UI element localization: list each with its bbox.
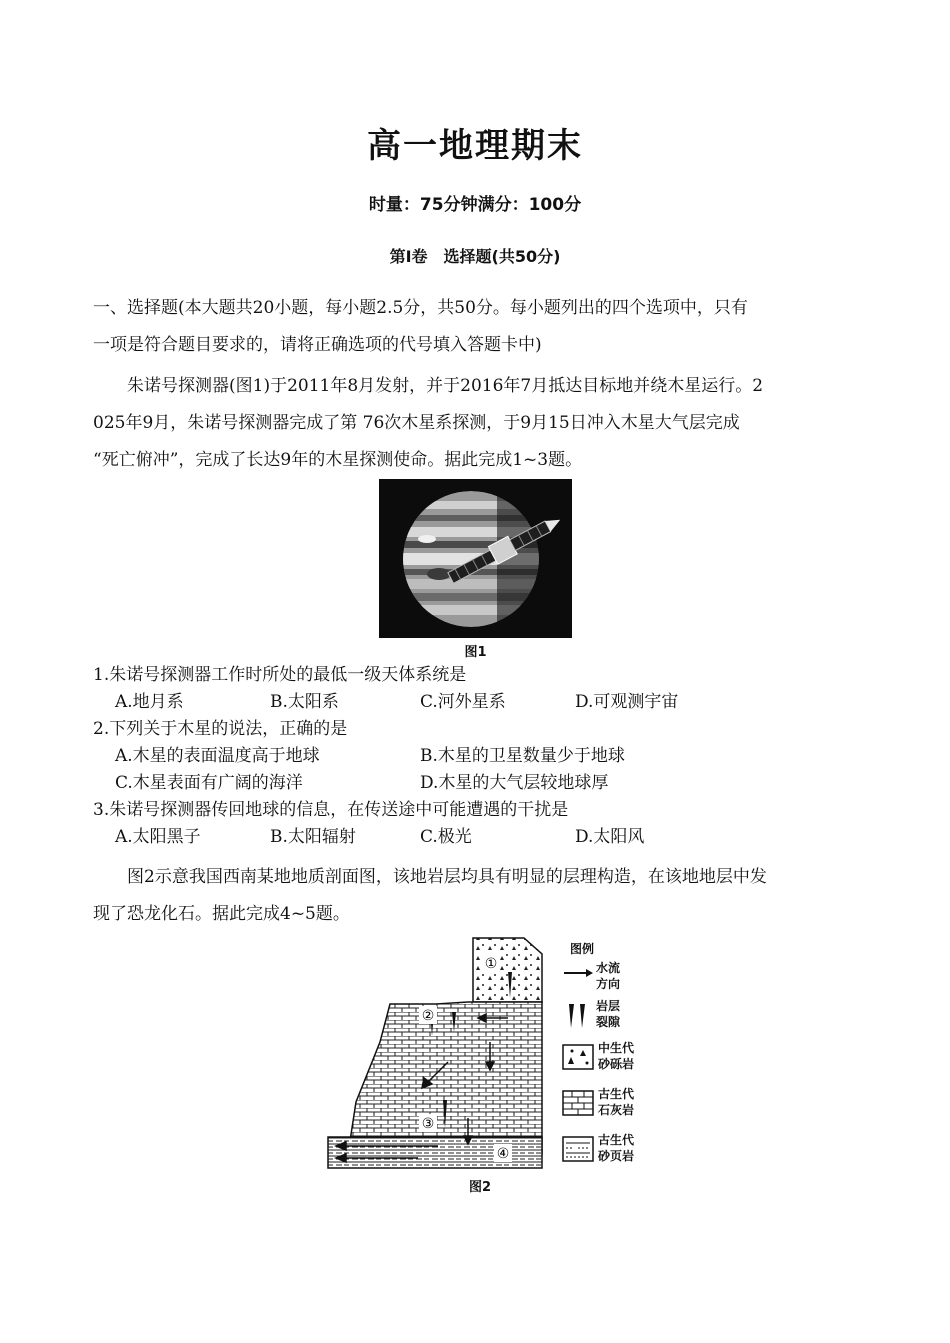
legend-text-line: 砂页岩 (598, 1149, 635, 1163)
label-circle-4: ④ (496, 1146, 510, 1162)
legend-text-line: 古生代 (598, 1087, 635, 1101)
legend-text-line: 石灰岩 (598, 1103, 635, 1117)
figure-1-caption: 图1 (464, 645, 487, 660)
question-2-stem: 2.下列关于木星的说法，正确的是 (93, 719, 348, 739)
question-3-option-b: B.太阳辐射 (270, 827, 356, 847)
legend-water-flow (596, 960, 620, 992)
legend-text-line: 水流 (596, 961, 621, 975)
figure-2-legend (562, 940, 662, 1170)
passage-line: “死亡俯冲”，完成了长达9年的木星探测使命。据此完成1~3题。 (93, 450, 583, 470)
question-1-stem: 1.朱诺号探测器工作时所处的最低一级天体系统是 (93, 665, 467, 685)
page-title: 高一地理期末 (367, 126, 583, 166)
legend-paleozoic-limestone (598, 1086, 634, 1118)
exam-duration-score: 时量：75分钟满分：100分 (368, 195, 582, 215)
figure-1-image (379, 479, 572, 638)
legend-mesozoic-gravel (598, 1040, 634, 1072)
question-3-option-c: C.极光 (420, 827, 472, 847)
legend-text-line: 裂隙 (596, 1015, 621, 1029)
legend-text-line: 岩层 (596, 999, 621, 1013)
paleozoic-limestone-layer (348, 1002, 542, 1154)
legend-fissure (596, 998, 620, 1030)
question-2-option-c: C.木星表面有广阔的海洋 (115, 773, 303, 793)
gravel-swatch-icon (562, 1044, 594, 1070)
instructions-line: 一、选择题(本大题共20小题，每小题2.5分，共50分。每小题列出的四个选项中，只有 (93, 298, 748, 318)
legend-text-line: 中生代 (598, 1041, 635, 1055)
question-1-option-c: C.河外星系 (420, 692, 506, 712)
instructions-line: 一项是符合题目要求的，请将正确选项的代号填入答题卡中) (93, 335, 542, 355)
question-1-option-a: A.地月系 (115, 692, 184, 712)
label-circle-3: ③ (421, 1116, 435, 1132)
section-heading: 第Ⅰ卷 选择题(共50分) (389, 247, 561, 266)
question-1-option-b: B.太阳系 (270, 692, 339, 712)
passage-line: 025年9月，朱诺号探测器完成了第 76次木星系探测，于9月15日冲入木星大气层完成 (93, 413, 740, 433)
fissure-icon (566, 1002, 590, 1030)
legend-title: 图例 (570, 942, 595, 956)
question-3-option-d: D.太阳风 (575, 827, 645, 847)
question-3-stem: 3.朱诺号探测器传回地球的信息，在传送途中可能遭遇的干扰是 (93, 800, 569, 820)
passage-1 (93, 368, 863, 479)
legend-text-line: 古生代 (598, 1133, 635, 1147)
legend-text-line: 砂砾岩 (598, 1057, 635, 1071)
figure-2-cross-section (318, 932, 558, 1172)
shale-swatch-icon (562, 1136, 594, 1162)
passage-line: 现了恐龙化石。据此完成4~5题。 (93, 904, 350, 924)
question-2-option-d: D.木星的大气层较地球厚 (420, 773, 609, 793)
label-circle-2: ② (421, 1008, 435, 1024)
question-3-option-a: A.太阳黑子 (115, 827, 201, 847)
legend-paleozoic-shale (598, 1132, 634, 1164)
question-2-option-b: B.木星的卫星数量少于地球 (420, 746, 625, 766)
passage-line: 图2示意我国西南某地地质剖面图，该地岩层均具有明显的层理构造，在该地地层中发 (127, 867, 767, 887)
figure-2-caption: 图2 (468, 1180, 492, 1195)
passage-2 (93, 859, 863, 933)
instructions (93, 290, 863, 364)
legend-text-line: 方向 (596, 977, 621, 991)
question-1-option-d: D.可观测宇宙 (575, 692, 679, 712)
label-circle-1: ① (484, 956, 498, 972)
question-2-option-a: A.木星的表面温度高于地球 (115, 746, 320, 766)
passage-line: 朱诺号探测器(图1)于2011年8月发射，并于2016年7月抵达目标地并绕木星运行。2 (127, 376, 764, 396)
geologic-profile-diagram (318, 932, 558, 1172)
limestone-swatch-icon (562, 1090, 594, 1116)
water-flow-icon (562, 966, 594, 980)
juno-jupiter-illustration (379, 479, 572, 638)
